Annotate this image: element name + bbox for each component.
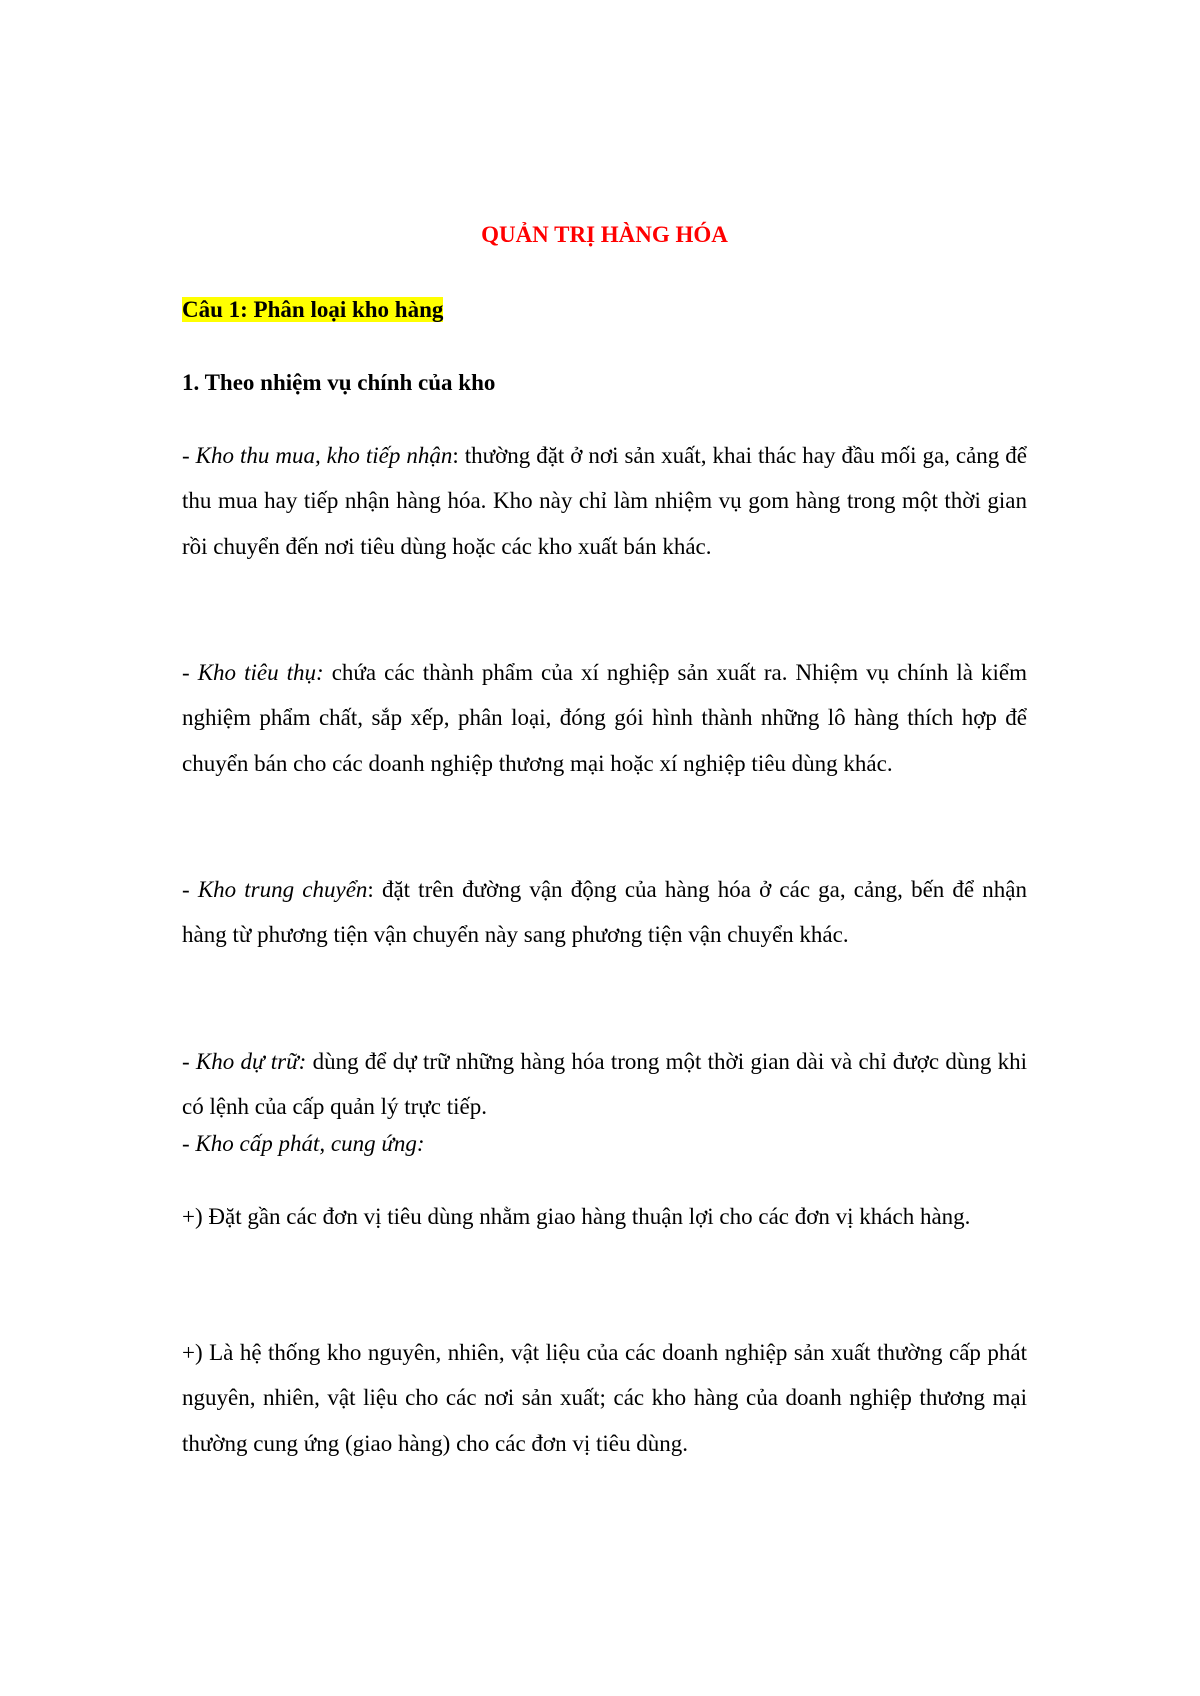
paragraph-text: +) Là hệ thống kho nguyên, nhiên, vật liệu của các doanh nghiệp sản xuất thường cấp phát nguyên, nhiên, vật liệu cho các nơi sản xuất; các kho hàng của doanh nghiệp thương mại thường cung ứng (giao hàng) cho các đơn vị tiêu dùng.	[182, 1340, 1027, 1456]
paragraph-prefix: -	[182, 877, 198, 902]
paragraph-term: Kho dự trữ:	[195, 1049, 307, 1074]
question-text: Câu 1: Phân loại kho hàng	[182, 297, 444, 322]
paragraph-text: chứa các thành phẩm của xí nghiệp sản xuất ra. Nhiệm vụ chính là kiểm nghiệm phẩm chất, sắp xếp, phân loại, đóng gói hình thành những lô hàng thích hợp để chuyển bán cho các doanh nghiệp thương mại hoặc xí nghiệp tiêu dùng khác.	[182, 660, 1027, 776]
paragraph-kho-tieu-thu	[182, 650, 1027, 786]
paragraph-term: Kho cấp phát, cung ứng:	[195, 1131, 425, 1156]
paragraph-kho-thu-mua	[182, 433, 1027, 569]
paragraph-kho-trung-chuyen	[182, 867, 1027, 958]
paragraph-term: Kho tiêu thụ:	[197, 660, 324, 685]
paragraph-kho-cap-phat	[182, 1121, 1027, 1166]
paragraph-bullet-he-thong	[182, 1330, 1027, 1466]
paragraph-term: Kho trung chuyển	[197, 877, 368, 902]
paragraph-prefix: -	[182, 1131, 196, 1156]
paragraph-text: +) Đặt gần các đơn vị tiêu dùng nhằm giao hàng thuận lợi cho các đơn vị khách hàng.	[182, 1204, 971, 1229]
paragraph-text: dùng để dự trữ những hàng hóa trong một thời gian dài và chỉ được dùng khi có lệnh của cấp quản lý trực tiếp.	[182, 1049, 1027, 1120]
paragraph-prefix: -	[182, 660, 198, 685]
section-heading: 1. Theo nhiệm vụ chính của kho	[182, 370, 496, 395]
paragraph-prefix: -	[182, 1049, 196, 1074]
paragraph-kho-du-tru	[182, 1039, 1027, 1130]
paragraph-bullet-dat-gan	[182, 1194, 1027, 1239]
paragraph-text: : đặt trên đường vận động của hàng hóa ở các ga, cảng, bến để nhận hàng từ phương tiện vận chuyển này sang phương tiện vận chuyển khác.	[182, 877, 1027, 948]
document-title: QUẢN TRỊ HÀNG HÓA	[481, 222, 728, 247]
question-heading	[182, 294, 443, 326]
paragraph-prefix: -	[182, 443, 196, 468]
paragraph-term: Kho thu mua, kho tiếp nhận	[195, 443, 453, 468]
paragraph-text: : thường đặt ở nơi sản xuất, khai thác hay đầu mối ga, cảng để thu mua hay tiếp nhận hàng hóa. Kho này chỉ làm nhiệm vụ gom hàng trong một thời gian rồi chuyển đến nơi tiêu dùng hoặc các kho xuất bán khác.	[182, 443, 1027, 559]
